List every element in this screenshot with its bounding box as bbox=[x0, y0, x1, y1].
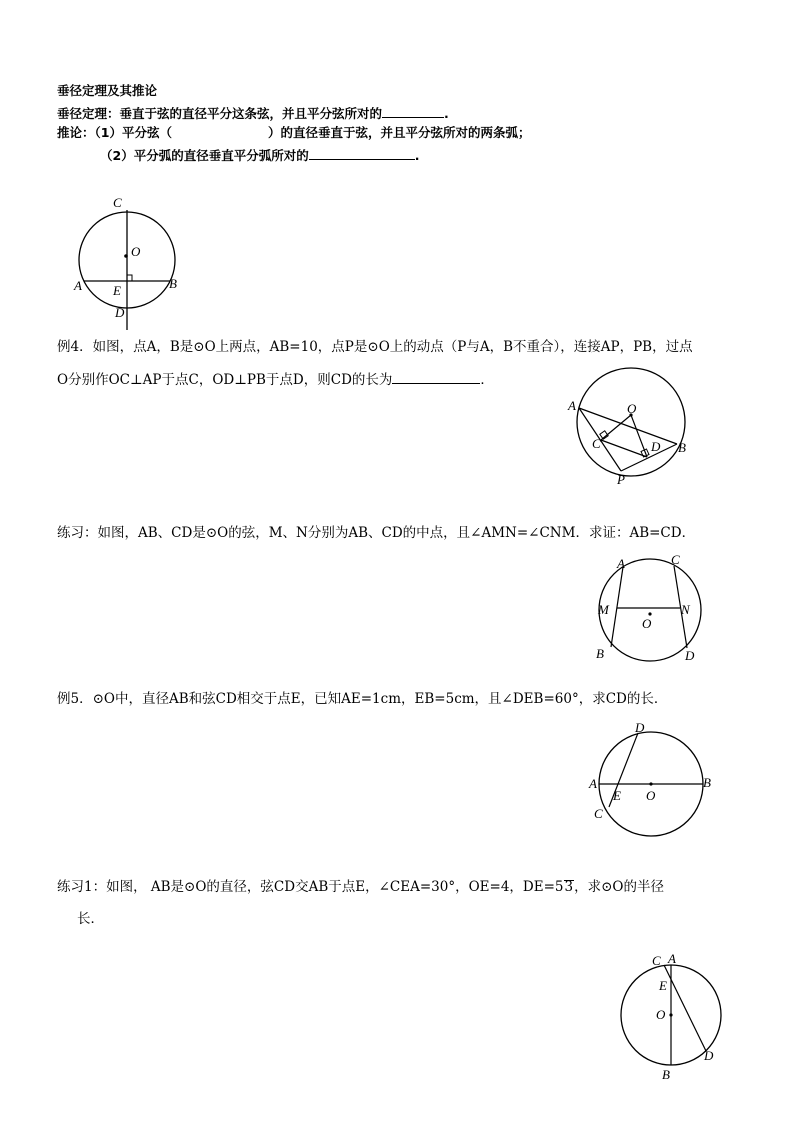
theorem-blank[interactable] bbox=[382, 105, 444, 118]
example5-label-d: D bbox=[635, 720, 645, 735]
corollary-label: 推论： bbox=[57, 125, 95, 140]
figure1-center-dot bbox=[124, 254, 128, 258]
figure1-label-d: D bbox=[115, 305, 125, 320]
theorem-end: . bbox=[444, 106, 449, 121]
example5-text: 例5．⊙O中，直径AB和弦CD相交于点E，已知AE=1cm，EB=5cm，且∠DEB=60°，求CD的长． bbox=[57, 691, 668, 707]
example5-label-c: C bbox=[594, 806, 603, 821]
practice2-label-d: D bbox=[704, 1048, 714, 1063]
practice1-label-a: A bbox=[617, 556, 625, 571]
example5-diagram bbox=[585, 720, 715, 845]
practice1-label-b: B bbox=[596, 646, 604, 661]
practice2-diagram bbox=[610, 946, 730, 1086]
practice1-label-n: N bbox=[681, 602, 690, 617]
theorem-line bbox=[57, 105, 449, 122]
example4-line2 bbox=[57, 371, 494, 388]
practice2-line1-text: 练习1：如图， AB是⊙O的直径，弦CD交AB于点E，∠CEA=30°，OE=4，DE=5 bbox=[57, 879, 564, 895]
practice2-chord-cd bbox=[664, 965, 706, 1051]
example4-segment-cd bbox=[601, 440, 647, 457]
figure1-label-b: B bbox=[169, 276, 177, 291]
corollary-item2-blank[interactable] bbox=[309, 147, 415, 160]
corollary-item2-end: . bbox=[414, 148, 420, 163]
theorem-text: 垂直于弦的直径平分这条弦，并且平分弦所对的 bbox=[119, 106, 383, 121]
sqrt-radicand: 3 bbox=[564, 879, 574, 895]
practice1-chord-ab bbox=[611, 567, 623, 647]
theorem-label: 垂径定理： bbox=[57, 106, 120, 121]
example4-line2-end: ． bbox=[480, 372, 494, 388]
example4-line1: 例4．如图，点A，B是⊙O上两点，AB=10，点P是⊙O上的动点（P与A，B不重合），连接AP，PB，过点 bbox=[57, 339, 693, 355]
practice2-line2: 长． bbox=[77, 911, 104, 927]
example4-segment-od bbox=[631, 415, 647, 457]
figure1-label-c: C bbox=[113, 195, 122, 210]
example5-center-dot bbox=[649, 782, 652, 785]
example4-label-p: P bbox=[617, 472, 625, 487]
figure1-diagram bbox=[70, 190, 200, 335]
example4-segment-oc bbox=[601, 415, 631, 440]
corollary-item1-pre: （1）平分弦（ bbox=[94, 125, 172, 140]
example5-label-o: O bbox=[646, 788, 656, 803]
figure1-label-a: A bbox=[74, 278, 82, 293]
figure1-right-angle-mark bbox=[127, 275, 132, 281]
practice1-label-d: D bbox=[685, 648, 695, 663]
practice1-diagram bbox=[590, 552, 710, 672]
practice2-label-b: B bbox=[662, 1067, 670, 1082]
example4-answer-blank[interactable] bbox=[392, 371, 480, 384]
example4-diagram bbox=[565, 360, 695, 490]
example5-label-e: E bbox=[613, 788, 621, 803]
practice1-label-c: C bbox=[671, 552, 680, 567]
practice2-label-c: C bbox=[652, 953, 661, 968]
example4-label-d: D bbox=[651, 439, 661, 454]
example4-label-b: B bbox=[678, 440, 686, 455]
example4-label-c: C bbox=[592, 436, 601, 451]
corollary-line1 bbox=[57, 125, 530, 141]
example5-label-a: A bbox=[589, 776, 597, 791]
corollary-line2 bbox=[100, 147, 419, 164]
practice1-text: 练习：如图，AB、CD是⊙O的弦，M、N分别为AB、CD的中点，且∠AMN=∠CNM．求证：AB=CD． bbox=[57, 525, 696, 541]
corollary-item1-post: ）的直径垂直于弦，并且平分弦所对的两条弧； bbox=[267, 125, 531, 140]
section-title: 垂径定理及其推论 bbox=[57, 83, 158, 98]
example5-label-b: B bbox=[703, 775, 711, 790]
example4-label-a: A bbox=[568, 398, 576, 413]
example4-chord-pb bbox=[621, 444, 677, 471]
practice1-label-m: M bbox=[598, 602, 609, 617]
practice2-center-dot bbox=[669, 1013, 672, 1016]
example4-label-o: O bbox=[627, 401, 637, 416]
figure1-label-o: O bbox=[131, 244, 141, 259]
practice2-line1 bbox=[57, 879, 664, 895]
practice2-label-o: O bbox=[656, 1007, 666, 1022]
practice2-label-a: A bbox=[668, 951, 676, 966]
example4-circle bbox=[577, 368, 685, 476]
practice2-line1-post: ，求⊙O的半径 bbox=[574, 879, 664, 895]
example4-line2-text: O分别作OC⊥AP于点C，OD⊥PB于点D，则CD的长为 bbox=[57, 372, 393, 388]
corollary-item2-pre: （2）平分弧的直径垂直平分弧所对的 bbox=[100, 148, 309, 163]
practice1-label-o: O bbox=[642, 616, 652, 631]
figure1-label-e: E bbox=[113, 283, 121, 298]
practice2-label-e: E bbox=[659, 978, 667, 993]
